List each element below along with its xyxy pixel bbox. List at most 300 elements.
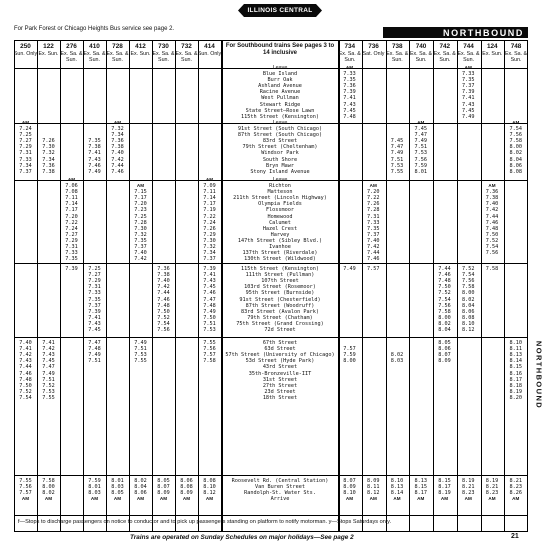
- train-days: Ex. Sun.: [130, 51, 151, 57]
- station-name: 91st Street (South Chicago): [237, 126, 323, 132]
- departure-time: 7.54: [509, 126, 522, 132]
- departure-time: 8.00: [509, 144, 522, 151]
- departure-time: 7.49: [343, 266, 356, 272]
- departure-time: 7.27: [19, 138, 32, 145]
- train-number: 732: [181, 43, 192, 50]
- departure-time: 7.40: [19, 340, 32, 346]
- departure-time: 8.00: [343, 358, 356, 365]
- bus-service-note: For Park Forest or Chicago Heights Bus service see page 2.: [14, 26, 175, 32]
- departure-time: 7.33: [19, 156, 32, 163]
- stop-footnote: f—Stops to discharge passengers on notice to conductor and to pick up passengers standing on platform to notify motorman. y—Stops Saturdays only.: [18, 519, 392, 525]
- meridiem-marker: AM: [113, 496, 122, 502]
- departure-time: 7.44: [438, 266, 451, 272]
- departure-time: 7.41: [343, 95, 356, 102]
- departure-time: 7.38: [88, 144, 101, 151]
- column-rule: [60, 40, 61, 532]
- train-number: 742: [439, 43, 451, 50]
- departure-time: 7.41: [462, 95, 475, 102]
- departure-time: 8.23: [485, 490, 499, 497]
- departure-time: 8.06: [180, 478, 193, 484]
- departure-time: 8.04: [134, 484, 147, 491]
- departure-time: 8.21: [485, 484, 499, 491]
- departure-time: 7.26: [203, 225, 216, 232]
- departure-time: 7.59: [414, 162, 427, 169]
- departure-time: 8.13: [509, 352, 522, 359]
- departure-time: 7.51: [134, 346, 147, 353]
- section-rule: [14, 475, 528, 476]
- departure-time: 7.34: [19, 162, 32, 169]
- train-column-header: [456, 43, 482, 63]
- departure-time: 7.42: [111, 156, 124, 163]
- departure-time: 7.44: [111, 162, 124, 169]
- train-number: 250: [20, 43, 31, 50]
- departure-time: 7.57: [367, 266, 380, 272]
- departure-time: 7.51: [203, 320, 216, 327]
- station-name: 35th-Bronzeville-IIT: [248, 370, 312, 377]
- departure-time: 7.44: [157, 290, 170, 297]
- departure-time: 7.49: [42, 370, 55, 377]
- departure-time: 7.46: [157, 296, 170, 303]
- departure-time: 8.15: [438, 478, 451, 484]
- departure-time: 8.03: [390, 358, 404, 365]
- departure-time: 7.39: [203, 266, 216, 272]
- departure-time: 7.41: [203, 272, 216, 279]
- departure-time: 8.08: [203, 478, 216, 484]
- station-name: 130th Street (Wildwood): [244, 256, 316, 263]
- station-name: 147th Street (Sibley Blvd.): [237, 237, 323, 244]
- departure-time: 8.14: [509, 358, 522, 365]
- departure-time: 7.41: [19, 346, 32, 353]
- departure-time: 7.57: [19, 490, 32, 497]
- departure-time: 7.45: [203, 284, 216, 291]
- departure-time: 7.22: [367, 195, 380, 202]
- departure-time: 7.35: [88, 296, 101, 303]
- departure-time: 8.13: [390, 484, 404, 491]
- departure-time: 8.05: [157, 478, 170, 484]
- departure-time: 8.12: [203, 490, 216, 497]
- departure-time: 7.40: [111, 150, 124, 157]
- train-days: Ex. Sa. & Sun.: [106, 51, 129, 64]
- departure-time: 7.54: [19, 394, 32, 401]
- departure-time: 8.09: [157, 490, 170, 497]
- departure-time: 7.37: [203, 256, 216, 263]
- departure-time: 7.25: [88, 266, 101, 272]
- departure-time: 8.09: [343, 484, 356, 491]
- station-name: Olympia Fields: [258, 201, 302, 208]
- page-number: 21: [511, 533, 519, 540]
- station-name: 83rd Street: [262, 138, 298, 145]
- station-name: West Pullman: [261, 95, 299, 102]
- departure-time: 7.44: [19, 364, 32, 371]
- departure-time: 7.52: [485, 237, 499, 244]
- departure-time: 7.48: [343, 113, 356, 120]
- departure-time: 7.50: [157, 308, 170, 315]
- departure-time: 7.29: [203, 231, 216, 238]
- departure-time: 8.01: [111, 478, 124, 484]
- meridiem-marker: AM: [44, 496, 53, 502]
- column-rule: [504, 40, 505, 532]
- train-number: 730: [158, 43, 169, 50]
- meridiem-marker: AM: [136, 183, 145, 188]
- departure-time: 7.44: [367, 250, 380, 257]
- departure-time: 7.58: [203, 358, 216, 365]
- departure-time: 7.37: [19, 168, 32, 175]
- departure-time: 8.08: [180, 484, 193, 491]
- departure-time: 7.27: [88, 272, 101, 279]
- departure-time: 7.55: [42, 394, 55, 401]
- train-days: Ex. Sun.: [38, 51, 59, 57]
- departure-time: 7.50: [485, 231, 499, 238]
- departure-time: 7.24: [65, 225, 78, 232]
- departure-time: 7.41: [88, 314, 101, 321]
- departure-time: 8.06: [509, 162, 522, 169]
- train-number: 124: [486, 43, 498, 50]
- station-name: Richton: [269, 183, 291, 189]
- departure-time: 7.17: [203, 201, 216, 208]
- departure-time: 7.22: [65, 219, 78, 226]
- section-heading: Leave: [272, 119, 288, 126]
- departure-time: 8.07: [157, 484, 170, 491]
- departure-time: 7.06: [65, 183, 78, 189]
- departure-time: 7.56: [509, 132, 522, 139]
- train-days: Ex. Sa. & Sun.: [386, 51, 409, 64]
- train-number: 736: [368, 43, 379, 50]
- departure-time: 7.39: [65, 266, 78, 272]
- train-days: Ex. Sa. & Sun.: [175, 51, 198, 64]
- departure-time: 7.37: [88, 302, 101, 309]
- departure-time: 7.53: [134, 352, 147, 359]
- departure-time: 8.00: [42, 484, 55, 491]
- departure-time: 7.19: [203, 207, 216, 214]
- station-name: 107th Street: [261, 278, 299, 285]
- departure-time: 7.49: [134, 340, 147, 346]
- departure-time: 7.56: [414, 156, 427, 163]
- departure-time: 7.32: [111, 126, 124, 132]
- departure-time: 7.55: [203, 340, 216, 346]
- departure-time: 8.19: [509, 388, 522, 395]
- departure-time: 7.49: [88, 168, 101, 175]
- departure-time: 7.24: [203, 219, 216, 226]
- departure-time: 7.42: [134, 256, 147, 263]
- departure-time: 8.02: [438, 320, 451, 327]
- station-name: Van Buren Street: [255, 484, 305, 491]
- meridiem-marker: AM: [464, 64, 472, 70]
- departure-time: 8.09: [367, 478, 380, 484]
- station-name: 72d Street: [264, 327, 296, 333]
- meridiem-marker: AM: [369, 183, 377, 188]
- departure-time: 8.09: [438, 358, 451, 365]
- departure-time: 7.46: [111, 168, 124, 175]
- departure-time: 7.24: [19, 126, 32, 132]
- section-heading: Leave: [272, 64, 288, 71]
- departure-time: 7.53: [203, 327, 216, 333]
- station-name: Calumet: [269, 219, 291, 226]
- meridiem-marker: AM: [113, 119, 122, 125]
- departure-time: 7.26: [42, 138, 55, 145]
- departure-time: 7.56: [462, 278, 475, 285]
- train-column-header: [384, 43, 410, 63]
- departure-time: 7.25: [134, 213, 147, 220]
- departure-time: 7.20: [367, 189, 380, 196]
- departure-time: 7.45: [390, 138, 404, 145]
- southbound-reference-header: For Southbound trains See pages 3 to 14 inclusive: [225, 43, 335, 56]
- departure-time: 7.31: [367, 213, 380, 220]
- departure-time: 7.35: [367, 225, 380, 232]
- departure-time: 7.56: [19, 484, 32, 491]
- departure-time: 7.48: [88, 346, 101, 353]
- station-name: Stewart Ridge: [259, 101, 301, 108]
- station-name: Stony Island Avenue: [250, 168, 310, 175]
- departure-time: 7.58: [42, 478, 55, 484]
- departure-time: 8.06: [462, 308, 475, 315]
- column-rule: [386, 40, 387, 532]
- departure-time: 7.47: [414, 132, 427, 139]
- station-name: Burr Oak: [267, 77, 293, 84]
- departure-time: 7.48: [157, 302, 170, 309]
- departure-time: 8.07: [343, 478, 356, 484]
- train-column-header: [361, 43, 387, 57]
- departure-time: 8.01: [88, 484, 101, 491]
- departure-time: 7.30: [134, 225, 147, 232]
- departure-time: 7.34: [42, 156, 55, 163]
- departure-time: 7.14: [65, 201, 78, 208]
- departure-time: 7.56: [203, 346, 216, 353]
- station-name: Arrive: [270, 496, 290, 503]
- meridiem-marker: AM: [488, 496, 496, 502]
- departure-time: 7.28: [367, 207, 380, 214]
- departure-time: 7.46: [203, 290, 216, 297]
- departure-time: 7.54: [438, 296, 451, 303]
- departure-time: 7.46: [367, 256, 380, 263]
- station-name: Ivanhoe: [269, 244, 291, 250]
- station-name: South Shore: [262, 156, 298, 163]
- station-name: Roosevelt Rd. (Central Station): [231, 478, 329, 484]
- column-rule: [409, 40, 410, 532]
- departure-time: 7.20: [65, 213, 78, 220]
- departure-time: 7.28: [134, 219, 147, 226]
- meridiem-marker: AM: [205, 176, 214, 182]
- meridiem-marker: AM: [159, 496, 168, 502]
- meridiem-marker: AM: [369, 496, 377, 502]
- train-number: 728: [112, 43, 123, 50]
- train-column-header: [479, 43, 505, 57]
- illinois-central-logo: [238, 4, 322, 17]
- train-column-header: [503, 43, 529, 63]
- station-name: Harvey: [270, 231, 290, 238]
- departure-time: 7.56: [485, 250, 499, 257]
- departure-time: 8.19: [485, 478, 499, 484]
- departure-time: 7.26: [367, 201, 380, 208]
- departure-time: 7.39: [462, 89, 475, 96]
- departure-time: 7.55: [19, 478, 32, 484]
- departure-time: 7.58: [462, 284, 475, 291]
- departure-time: 8.10: [509, 340, 522, 346]
- departure-time: 7.33: [343, 71, 356, 77]
- departure-time: 7.48: [485, 225, 499, 232]
- station-name: Flossmoor: [265, 207, 295, 214]
- departure-time: 7.53: [390, 162, 404, 169]
- departure-time: 8.16: [509, 370, 522, 377]
- train-number: 748: [510, 43, 522, 50]
- departure-time: 7.46: [19, 370, 32, 377]
- departure-time: 7.46: [88, 162, 101, 169]
- departure-time: 8.13: [414, 478, 427, 484]
- departure-time: 8.02: [42, 490, 55, 497]
- departure-time: 8.20: [509, 394, 522, 401]
- departure-time: 7.54: [485, 244, 499, 250]
- departure-time: 7.49: [462, 113, 475, 120]
- meridiem-marker: AM: [417, 496, 425, 502]
- departure-time: 8.09: [180, 490, 193, 497]
- station-name: 23d Street: [264, 388, 296, 395]
- departure-time: 8.02: [509, 150, 522, 157]
- logo-text: ILLINOIS CENTRAL: [247, 7, 313, 14]
- departure-time: 7.41: [88, 150, 101, 157]
- departure-time: 7.36: [343, 83, 356, 90]
- departure-time: 7.35: [88, 138, 101, 145]
- departure-time: 8.02: [462, 296, 475, 303]
- station-name: Randolph-St. Water Sts.: [244, 490, 316, 497]
- station-name: 83rd Street (Avalon Park): [240, 308, 320, 315]
- departure-time: 7.43: [42, 352, 55, 359]
- departure-time: 7.43: [203, 278, 216, 285]
- departure-time: 7.35: [343, 77, 356, 84]
- meridiem-marker: AM: [205, 496, 214, 502]
- station-name: 63d Street: [264, 346, 296, 353]
- departure-time: 8.18: [509, 382, 522, 389]
- departure-time: 7.37: [367, 231, 380, 238]
- departure-time: 7.22: [203, 213, 216, 220]
- departure-time: 8.02: [390, 352, 404, 359]
- departure-time: 7.42: [19, 352, 32, 359]
- departure-time: 7.45: [42, 358, 55, 365]
- departure-time: 8.02: [134, 478, 147, 484]
- departure-time: 7.50: [19, 382, 32, 389]
- departure-time: 7.43: [462, 101, 475, 108]
- station-name: 79th Street (Chatham): [247, 314, 313, 321]
- departure-time: 7.58: [485, 266, 499, 272]
- departure-time: 7.08: [65, 189, 78, 196]
- departure-time: 7.52: [42, 382, 55, 389]
- departure-time: 7.47: [203, 296, 216, 303]
- departure-time: 7.42: [42, 346, 55, 353]
- meridiem-marker: AM: [21, 119, 30, 125]
- departure-time: 7.42: [485, 207, 499, 214]
- departure-time: 7.47: [88, 340, 101, 346]
- train-days: Ex. Sa. & Sun.: [152, 51, 175, 64]
- departure-time: 7.39: [343, 89, 356, 96]
- meridiem-marker: AM: [136, 496, 145, 502]
- departure-time: 7.48: [19, 376, 32, 383]
- departure-time: 8.04: [438, 327, 451, 333]
- station-name: 67th Street: [262, 340, 298, 346]
- departure-time: 7.53: [414, 150, 427, 157]
- departure-time: 8.17: [509, 376, 522, 383]
- column-rule: [37, 40, 38, 532]
- departure-time: 7.31: [65, 244, 78, 250]
- departure-time: 8.10: [203, 484, 216, 491]
- departure-time: 8.05: [438, 340, 451, 346]
- departure-time: 7.17: [65, 207, 78, 214]
- station-name: Blue Island: [262, 71, 298, 77]
- departure-time: 7.25: [19, 132, 32, 139]
- departure-time: 7.50: [438, 284, 451, 291]
- departure-time: 7.33: [88, 290, 101, 297]
- departure-time: 7.59: [343, 352, 356, 359]
- meridiem-marker: AM: [393, 496, 401, 502]
- station-name: 211th Street (Lincoln Highway): [233, 195, 327, 202]
- departure-time: 7.49: [390, 150, 404, 157]
- departure-time: 7.43: [88, 156, 101, 163]
- meridiem-marker: AM: [488, 183, 496, 188]
- departure-time: 7.47: [42, 364, 55, 371]
- departure-time: 7.33: [367, 219, 380, 226]
- train-number: 738: [391, 43, 403, 50]
- meridiem-marker: AM: [417, 119, 425, 125]
- departure-time: 7.45: [414, 126, 427, 132]
- train-days: Ex. Sa. & Sun.: [338, 51, 361, 64]
- train-number: 410: [89, 43, 100, 50]
- departure-time: 8.14: [390, 490, 404, 497]
- departure-time: 8.11: [509, 346, 522, 353]
- departure-time: 7.47: [390, 144, 404, 151]
- departure-time: 7.41: [42, 340, 55, 346]
- station-name: 115th Street (Kensington): [240, 113, 320, 120]
- departure-time: 7.33: [65, 250, 78, 257]
- station-name: Ashland Avenue: [258, 83, 302, 90]
- departure-time: 7.29: [65, 237, 78, 244]
- side-direction-label: [534, 330, 544, 420]
- departure-time: 7.55: [134, 358, 147, 365]
- station-name: 27th Street: [262, 382, 298, 389]
- train-days: Ex. Sa. & Sun.: [410, 51, 433, 64]
- departure-time: 7.44: [485, 213, 499, 220]
- departure-time: 7.40: [134, 250, 147, 257]
- train-column-header: [432, 43, 458, 63]
- train-days: Ex. Sa. & Sun.: [457, 51, 480, 64]
- departure-time: 7.50: [203, 314, 216, 321]
- departure-time: 7.53: [42, 388, 55, 395]
- departure-time: 7.40: [485, 201, 499, 208]
- departure-time: 7.31: [19, 150, 32, 157]
- departure-time: 7.36: [485, 189, 499, 196]
- departure-time: 7.58: [509, 138, 522, 145]
- departure-time: 7.34: [111, 132, 124, 139]
- departure-time: 7.42: [367, 244, 380, 250]
- meridiem-marker: AM: [182, 496, 191, 502]
- departure-time: 7.42: [157, 284, 170, 291]
- departure-time: 7.52: [19, 388, 32, 395]
- departure-time: 7.17: [134, 195, 147, 202]
- departure-time: 7.29: [19, 144, 32, 151]
- departure-time: 7.54: [462, 272, 475, 279]
- departure-time: 7.55: [390, 168, 404, 175]
- departure-time: 8.23: [462, 490, 475, 497]
- meridiem-marker: AM: [67, 176, 76, 182]
- departure-time: 8.21: [462, 484, 475, 491]
- departure-time: 7.46: [485, 219, 499, 226]
- meridiem-marker: AM: [345, 64, 354, 70]
- station-name: 79th Street (Cheltenham): [242, 144, 318, 151]
- departure-time: 7.57: [343, 346, 356, 353]
- station-name: 57th Street (University of Chicago): [225, 352, 335, 359]
- departure-time: 8.06: [134, 490, 147, 497]
- departure-time: 7.51: [88, 358, 101, 365]
- station-name: Matteson: [267, 189, 293, 196]
- departure-time: 7.38: [485, 195, 499, 202]
- departure-time: 7.39: [88, 308, 101, 315]
- departure-time: 8.12: [462, 327, 475, 333]
